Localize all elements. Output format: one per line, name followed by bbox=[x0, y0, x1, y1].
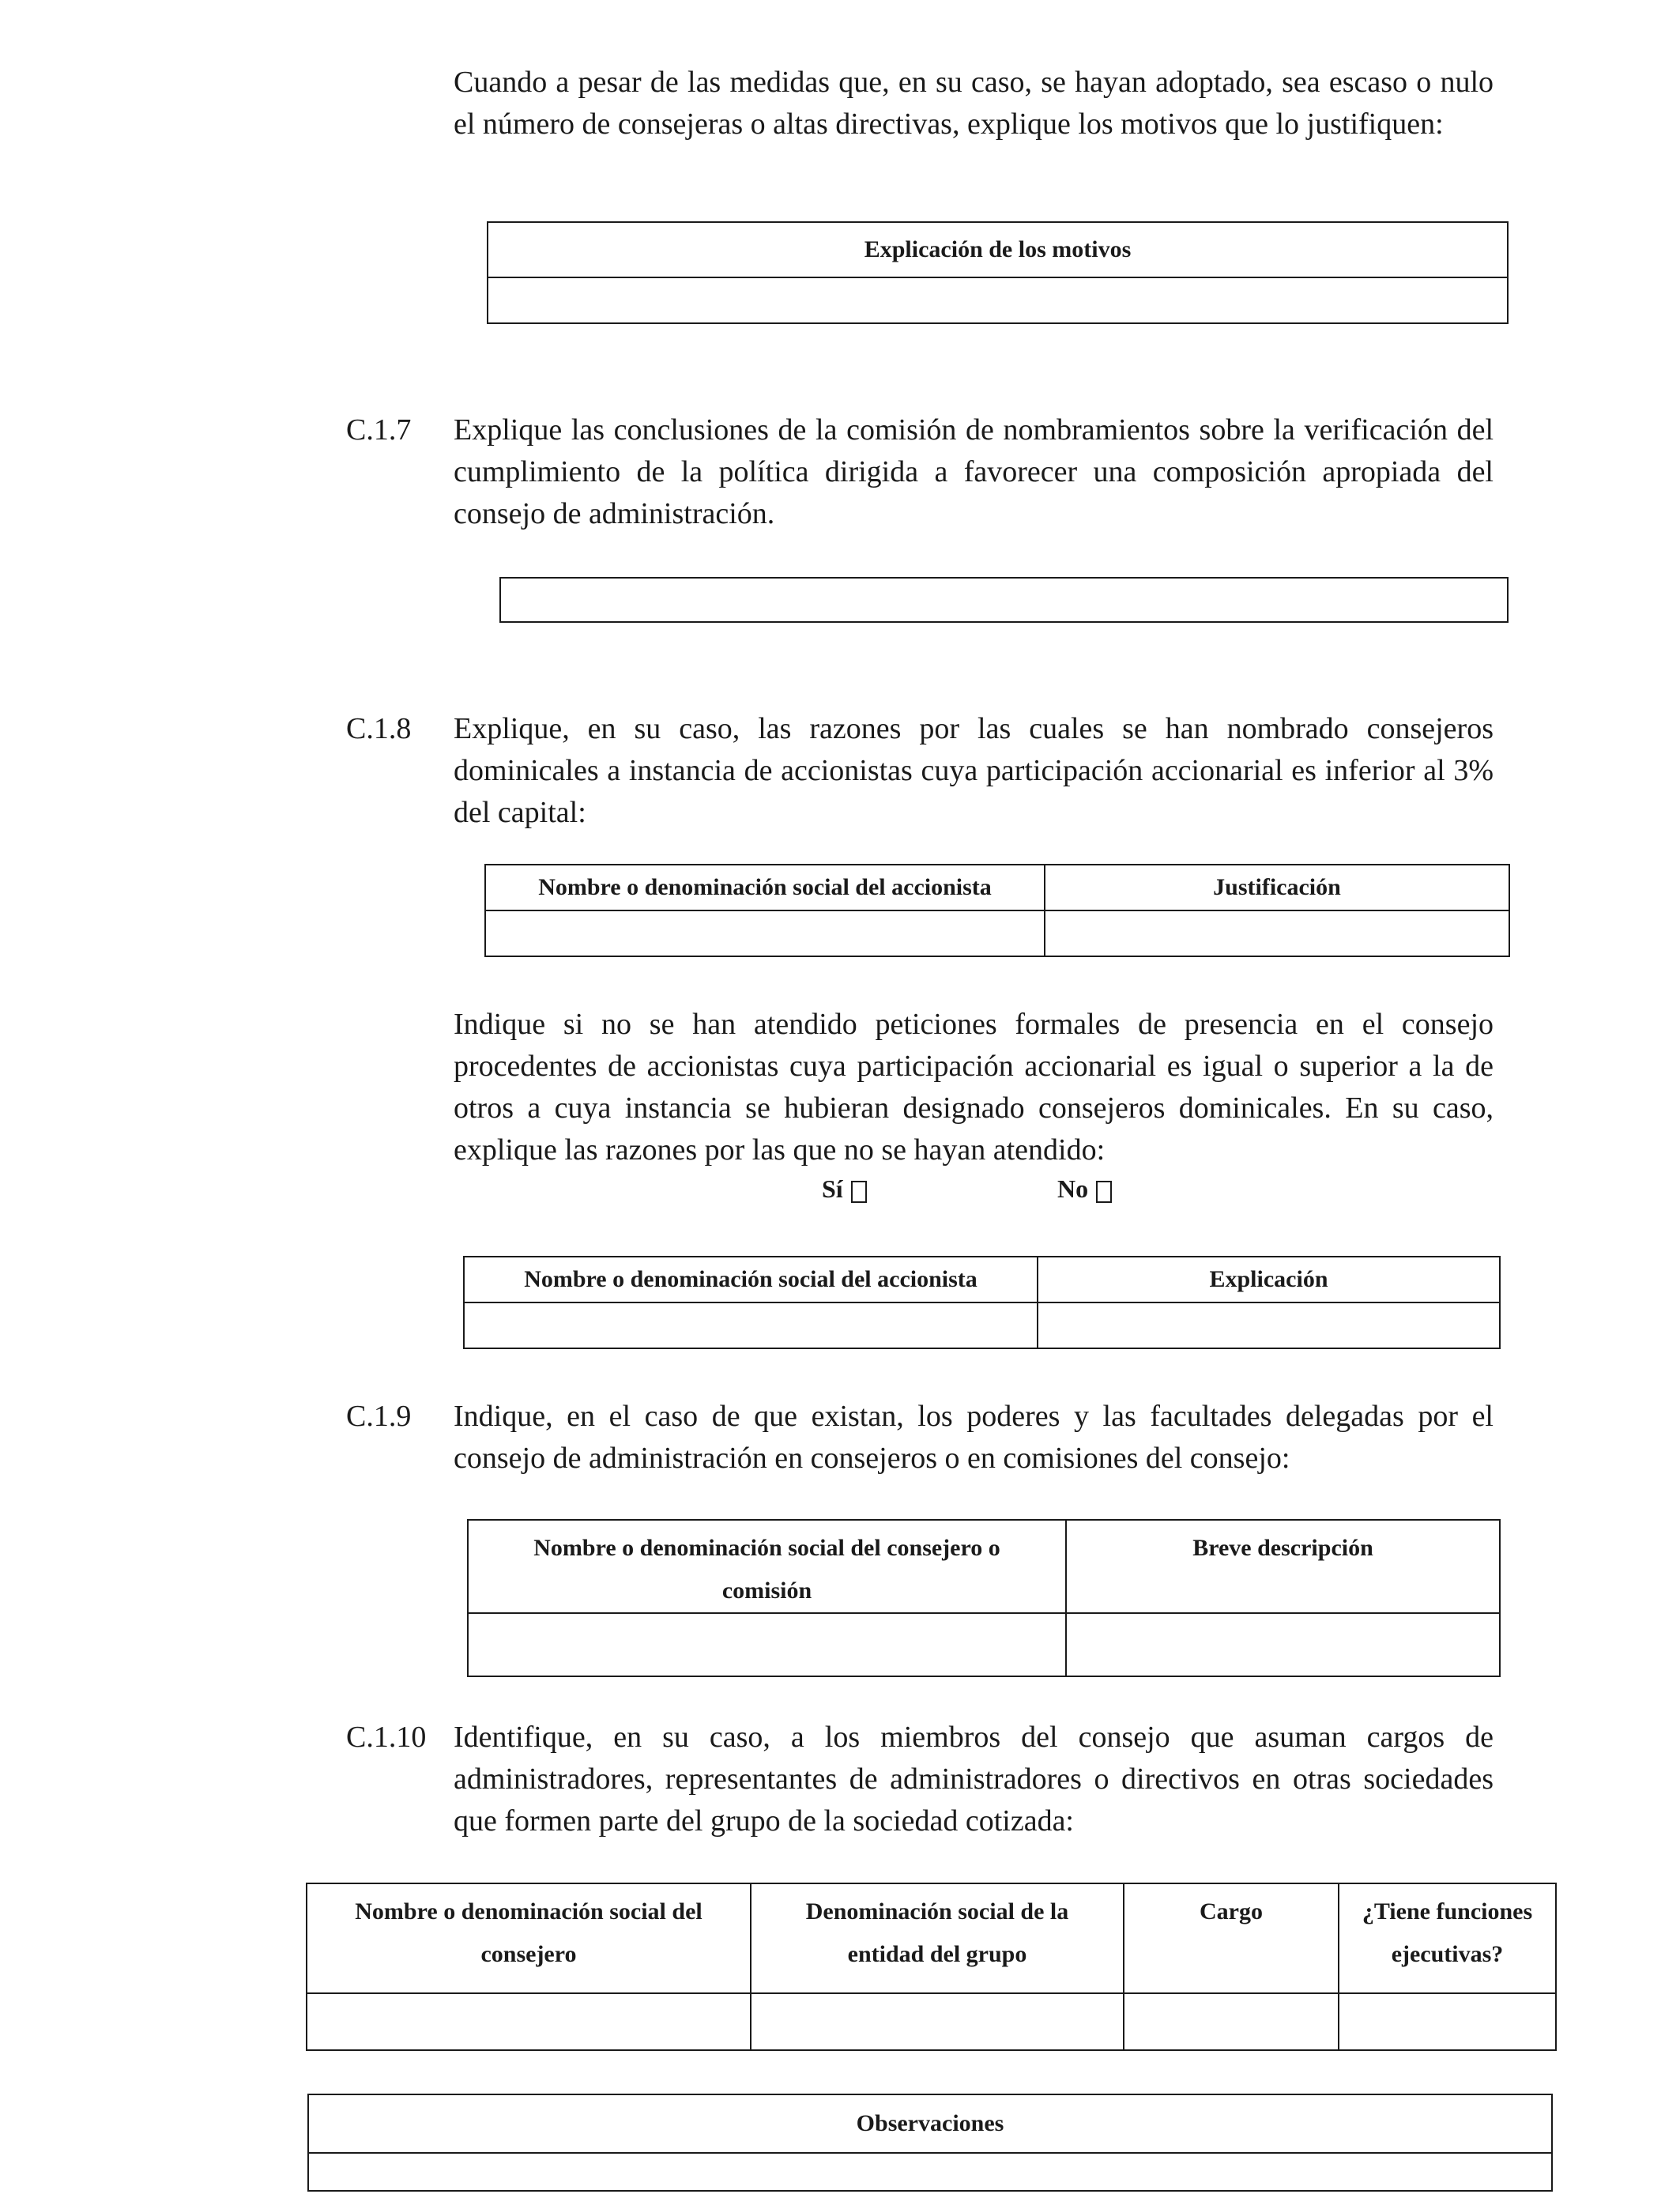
table-header: Explicación bbox=[1038, 1257, 1500, 1302]
observaciones-table bbox=[307, 2094, 1553, 2192]
table-header: Explicación de los motivos bbox=[488, 222, 1508, 277]
table-cell[interactable] bbox=[485, 910, 1045, 956]
table-cell[interactable] bbox=[464, 1302, 1038, 1348]
explicacion-motivos-table bbox=[487, 221, 1509, 324]
section-number: C.1.10 bbox=[346, 1721, 427, 1754]
yes-option[interactable] bbox=[822, 1167, 867, 1210]
table-header: Breve descripción bbox=[1066, 1520, 1500, 1613]
table-cell[interactable] bbox=[468, 1613, 1066, 1676]
section-text: Indique, en el caso de que existan, los poderes y las facultades delegadas por el consejo de administración en consejeros o en comisiones del consejo: bbox=[454, 1400, 1494, 1475]
table-cell[interactable] bbox=[308, 2153, 1552, 2191]
table-cell[interactable] bbox=[751, 1993, 1124, 2050]
table-header: Cargo bbox=[1124, 1883, 1339, 1993]
table-header: Nombre o denominación social del accionista bbox=[464, 1257, 1038, 1302]
c18-explicacion-table bbox=[463, 1256, 1501, 1349]
c17-answer-table bbox=[499, 577, 1509, 623]
section-text: Identifique, en su caso, a los miembros del consejo que asuman cargos de administradores, representantes de administradores o directivos en otras sociedades que formen parte del grupo de la sociedad cotizada: bbox=[454, 1721, 1494, 1838]
table-cell[interactable] bbox=[1066, 1613, 1500, 1676]
table-header: ¿Tiene funciones ejecutivas? bbox=[1339, 1883, 1556, 1993]
table-header: Justificación bbox=[1045, 865, 1509, 910]
checkbox-icon[interactable] bbox=[1096, 1181, 1112, 1203]
table-header: Denominación social de la entidad del grupo bbox=[751, 1883, 1124, 1993]
table-cell[interactable] bbox=[1038, 1302, 1500, 1348]
table-cell[interactable] bbox=[1124, 1993, 1339, 2050]
section-number: C.1.9 bbox=[346, 1400, 412, 1433]
section-number: C.1.8 bbox=[346, 712, 412, 745]
table-cell[interactable] bbox=[307, 1993, 751, 2050]
no-option[interactable] bbox=[1057, 1167, 1112, 1210]
table-cell[interactable] bbox=[500, 578, 1508, 622]
c110-cargos-table bbox=[306, 1883, 1557, 2051]
table-header: Nombre o denominación social del consejero o comisión bbox=[468, 1520, 1066, 1613]
table-cell[interactable] bbox=[488, 277, 1508, 323]
table-cell[interactable] bbox=[1339, 1993, 1556, 2050]
section-text: Indique si no se han atendido peticiones formales de presencia en el consejo procedentes de accionistas cuya participación accionarial es igual o superior a la de otros a cuya instancia se hubieran designado consejeros dominicales. En su caso, explique las razones por las que no se hayan atendido: bbox=[454, 1008, 1494, 1167]
c19-poderes-table bbox=[467, 1519, 1501, 1677]
section-number: C.1.7 bbox=[346, 413, 412, 447]
c18-justificacion-table bbox=[484, 864, 1510, 957]
table-header: Nombre o denominación social del consejero bbox=[307, 1883, 751, 1993]
intro-paragraph: Cuando a pesar de las medidas que, en su caso, se hayan adoptado, sea escaso o nulo el número de consejeras o altas directivas, explique los motivos que lo justifiquen: bbox=[454, 66, 1494, 141]
table-cell[interactable] bbox=[1045, 910, 1509, 956]
section-text: Explique, en su caso, las razones por las cuales se han nombrado consejeros dominicales a instancia de accionistas cuya participación accionarial es inferior al 3% del capital: bbox=[454, 712, 1494, 829]
table-header: Observaciones bbox=[308, 2094, 1552, 2153]
no-label: No bbox=[1057, 1174, 1089, 1203]
table-header: Nombre o denominación social del accionista bbox=[485, 865, 1045, 910]
checkbox-icon[interactable] bbox=[851, 1181, 867, 1203]
section-text: Explique las conclusiones de la comisión de nombramientos sobre la verificación del cumplimiento de la política dirigida a favorecer una composición apropiada del consejo de administración. bbox=[454, 413, 1494, 530]
yes-label: Sí bbox=[822, 1174, 843, 1203]
